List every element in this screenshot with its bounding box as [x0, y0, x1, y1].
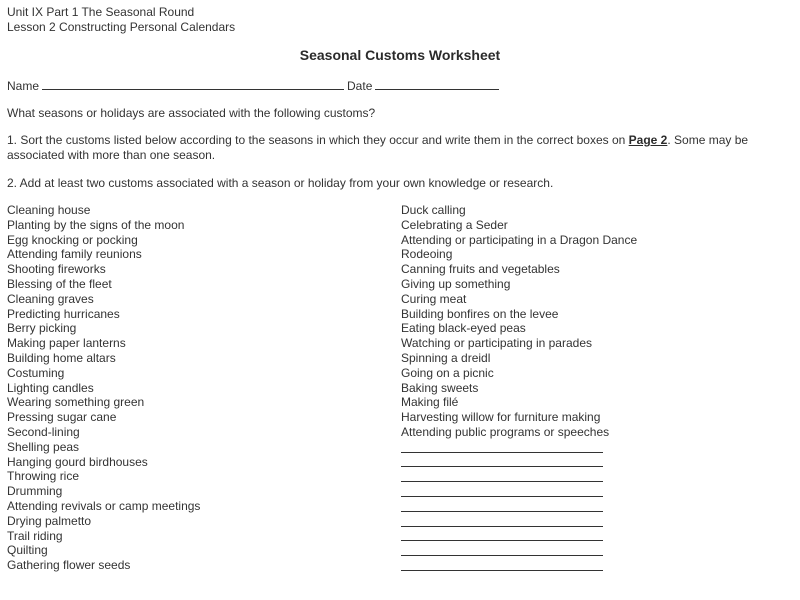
customs-list-left: [7, 203, 387, 573]
custom-item: Pressing sugar cane: [7, 410, 117, 425]
custom-item: Attending public programs or speeches: [401, 424, 610, 439]
custom-item: Costuming: [7, 365, 65, 380]
name-label: Name: [7, 79, 40, 93]
custom-item: Berry picking: [7, 321, 77, 336]
custom-item: Attending or participating in a Dragon Dance: [401, 232, 638, 247]
custom-item: Duck calling: [401, 203, 466, 217]
custom-item: Spinning a dreidl: [401, 350, 491, 365]
custom-item: Lighting candles: [7, 380, 94, 395]
question-text: What seasons or holidays are associated with the following customs?: [7, 106, 376, 120]
custom-item: Cleaning graves: [7, 291, 94, 306]
custom-item: Celebrating a Seder: [401, 217, 508, 232]
custom-item: Trail riding: [7, 528, 63, 543]
custom-item: Building home altars: [7, 350, 116, 365]
custom-item: Watching or participating in parades: [401, 336, 592, 351]
custom-item: Shooting fireworks: [7, 262, 106, 277]
custom-item: Rodeoing: [401, 247, 453, 262]
custom-item: Going on a picnic: [401, 365, 494, 380]
instruction-step-1-text: 1. Sort the customs listed below according to the seasons in which they occur and write them in the correct boxes on: [7, 133, 629, 147]
custom-item: Baking sweets: [401, 380, 479, 395]
custom-item: Curing meat: [401, 291, 467, 306]
custom-item: Gathering flower seeds: [7, 558, 131, 573]
blank-answer-line[interactable]: [401, 440, 603, 455]
custom-item: Making paper lanterns: [7, 336, 126, 351]
custom-item: Attending revivals or camp meetings: [7, 498, 201, 513]
custom-item: Throwing rice: [7, 469, 80, 484]
blank-answer-line[interactable]: [401, 514, 603, 529]
custom-item: Giving up something: [401, 276, 511, 291]
custom-item: Wearing something green: [7, 395, 145, 410]
instruction-step-2: 2. Add at least two customs associated with a season or holiday from your own knowledge or research.: [7, 176, 554, 190]
custom-item: Building bonfires on the levee: [401, 306, 559, 321]
date-field[interactable]: [375, 77, 499, 90]
instruction-step-1-text-end: . Some may be associated with more than one season.: [7, 133, 749, 162]
worksheet-page: [7, 0, 793, 600]
name-date-row: [7, 77, 502, 94]
custom-item: Planting by the signs of the moon: [7, 217, 185, 232]
blank-answer-line[interactable]: [401, 529, 603, 544]
unit-title: Unit IX Part 1 The Seasonal Round: [7, 5, 195, 19]
blank-answer-line[interactable]: [401, 543, 603, 558]
blank-answer-line[interactable]: [401, 499, 603, 514]
name-field[interactable]: [42, 77, 344, 90]
custom-item: Cleaning house: [7, 203, 91, 217]
custom-item: Predicting hurricanes: [7, 306, 120, 321]
custom-item: Quilting: [7, 543, 48, 558]
instruction-step-1: [7, 133, 793, 163]
custom-item: Second-lining: [7, 424, 80, 439]
custom-item: Drying palmetto: [7, 513, 92, 528]
blank-answer-line[interactable]: [401, 484, 603, 499]
custom-item: Eating black-eyed peas: [401, 321, 526, 336]
lesson-title: Lesson 2 Constructing Personal Calendars: [7, 20, 236, 34]
blank-answer-line[interactable]: [401, 558, 603, 573]
page-title: Seasonal Customs Worksheet: [299, 47, 501, 63]
custom-item: Attending family reunions: [7, 247, 142, 262]
blank-answer-line[interactable]: [401, 455, 603, 470]
customs-list-right: [401, 203, 791, 573]
custom-item: Drumming: [7, 484, 63, 499]
date-label: Date: [347, 79, 373, 93]
custom-item: Hanging gourd birdhouses: [7, 454, 148, 469]
custom-item: Egg knocking or pocking: [7, 232, 138, 247]
document-header: [7, 5, 235, 35]
custom-item: Canning fruits and vegetables: [401, 262, 560, 277]
custom-item: Making filé: [401, 395, 459, 410]
blank-answer-line[interactable]: [401, 469, 603, 484]
custom-item: Harvesting willow for furniture making: [401, 410, 601, 425]
custom-item: Shelling peas: [7, 439, 80, 454]
custom-item: Blessing of the fleet: [7, 276, 112, 291]
page-2-link[interactable]: Page 2: [628, 133, 668, 147]
